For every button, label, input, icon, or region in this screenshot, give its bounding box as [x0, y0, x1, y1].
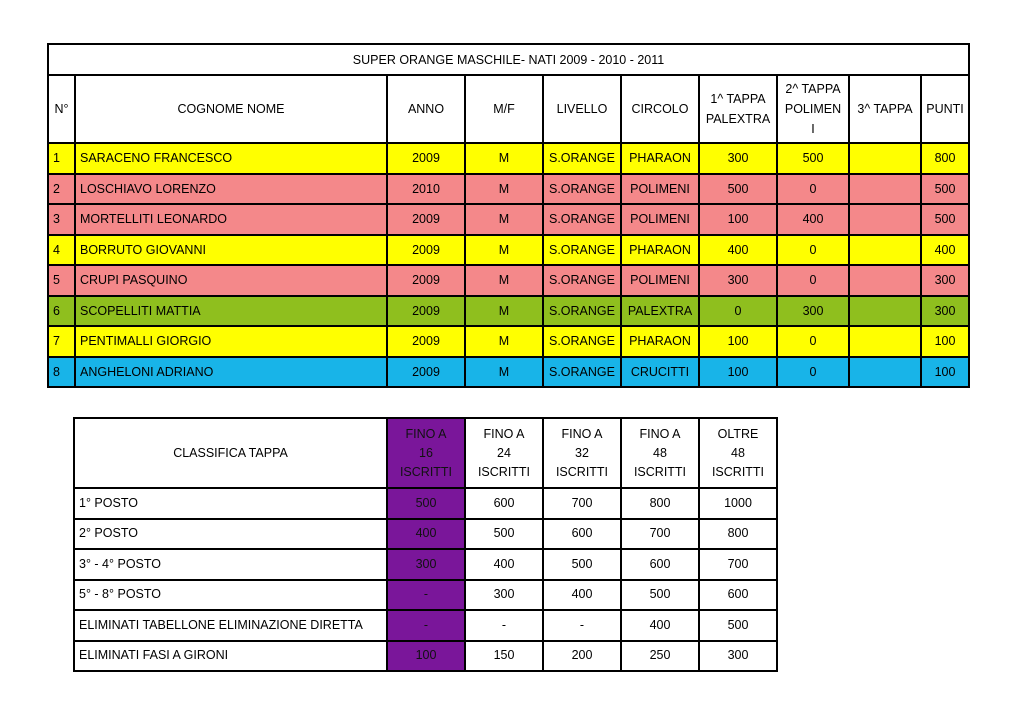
classifica-value: 700: [699, 549, 777, 580]
cell-name: SARACENO FRANCESCO: [75, 143, 387, 174]
cell-anno: 2009: [387, 143, 465, 174]
classifica-value: 300: [387, 549, 465, 580]
cell-t2: 0: [777, 357, 849, 388]
column-header-line: FINO A: [561, 426, 603, 441]
cell-mf: M: [465, 326, 543, 357]
classifica-row-label: 5° - 8° POSTO: [74, 580, 387, 611]
cell-name: ANGHELONI ADRIANO: [75, 357, 387, 388]
cell-t3: [849, 357, 921, 388]
cell-punti: 300: [921, 265, 969, 296]
cell-livello: S.ORANGE: [543, 174, 621, 205]
classifica-value: 600: [699, 580, 777, 611]
column-header-line: ISCRITTI: [711, 464, 765, 479]
header-tappa1-line: 1^ TAPPA: [710, 92, 766, 106]
cell-circolo: PALEXTRA: [621, 296, 699, 327]
classifica-column-header: [699, 418, 777, 488]
cell-livello: S.ORANGE: [543, 235, 621, 266]
classifica-value: 300: [465, 580, 543, 611]
cell-circolo: PHARAON: [621, 326, 699, 357]
cell-punti: 800: [921, 143, 969, 174]
cell-t2: 500: [777, 143, 849, 174]
classifica-column-header: [621, 418, 699, 488]
table-row: [48, 235, 969, 266]
cell-mf: M: [465, 235, 543, 266]
classifica-value: 400: [621, 610, 699, 641]
cell-circolo: CRUCITTI: [621, 357, 699, 388]
column-header-line: FINO A: [483, 426, 525, 441]
cell-n: 8: [48, 357, 75, 388]
column-header-line: ISCRITTI: [477, 464, 531, 479]
cell-t3: [849, 143, 921, 174]
cell-livello: S.ORANGE: [543, 357, 621, 388]
cell-t1: 400: [699, 235, 777, 266]
header-tappa2: [777, 75, 849, 143]
classifica-row-label: 1° POSTO: [74, 488, 387, 519]
cell-n: 4: [48, 235, 75, 266]
column-header-line: 32: [575, 445, 589, 460]
table-row: [48, 296, 969, 327]
cell-t1: 0: [699, 296, 777, 327]
header-tappa2-line: POLIMEN: [784, 102, 842, 116]
table-row: [48, 326, 969, 357]
cell-n: 3: [48, 204, 75, 235]
classifica-row-label: 3° - 4° POSTO: [74, 549, 387, 580]
cell-name: PENTIMALLI GIORGIO: [75, 326, 387, 357]
header-circolo: CIRCOLO: [621, 75, 699, 143]
cell-mf: M: [465, 265, 543, 296]
classifica-column-header: [387, 418, 465, 488]
header-punti: PUNTI: [921, 75, 969, 143]
classifica-value: 700: [543, 488, 621, 519]
classifica-title: CLASSIFICA TAPPA: [74, 418, 387, 488]
classifica-value: 150: [465, 641, 543, 672]
cell-t3: [849, 235, 921, 266]
classifica-row-label: ELIMINATI TABELLONE ELIMINAZIONE DIRETTA: [74, 610, 387, 641]
cell-name: MORTELLITI LEONARDO: [75, 204, 387, 235]
classifica-value: 250: [621, 641, 699, 672]
cell-anno: 2009: [387, 235, 465, 266]
column-header-line: 16: [419, 445, 433, 460]
cell-anno: 2009: [387, 326, 465, 357]
classifica-row-label: ELIMINATI FASI A GIRONI: [74, 641, 387, 672]
cell-n: 1: [48, 143, 75, 174]
cell-t3: [849, 204, 921, 235]
cell-name: LOSCHIAVO LORENZO: [75, 174, 387, 205]
table-row: [74, 610, 777, 641]
classifica-value: 500: [699, 610, 777, 641]
classifica-table: [73, 417, 778, 672]
cell-t3: [849, 265, 921, 296]
table-row: [48, 174, 969, 205]
classifica-value: 300: [699, 641, 777, 672]
cell-t2: 400: [777, 204, 849, 235]
table-row: [48, 265, 969, 296]
classifica-value: -: [465, 610, 543, 641]
cell-punti: 500: [921, 174, 969, 205]
cell-t3: [849, 296, 921, 327]
cell-n: 6: [48, 296, 75, 327]
cell-circolo: PHARAON: [621, 143, 699, 174]
classifica-value: 400: [387, 519, 465, 550]
classifica-value: -: [387, 580, 465, 611]
cell-anno: 2009: [387, 204, 465, 235]
cell-t1: 300: [699, 265, 777, 296]
classifica-value: 800: [621, 488, 699, 519]
classifica-value: 700: [621, 519, 699, 550]
cell-circolo: POLIMENI: [621, 265, 699, 296]
classifica-value: -: [387, 610, 465, 641]
cell-livello: S.ORANGE: [543, 265, 621, 296]
cell-anno: 2009: [387, 265, 465, 296]
classifica-value: -: [543, 610, 621, 641]
classifica-value: 500: [543, 549, 621, 580]
table-row: [48, 357, 969, 388]
cell-t1: 300: [699, 143, 777, 174]
table-row: [74, 549, 777, 580]
cell-name: BORRUTO GIOVANNI: [75, 235, 387, 266]
header-tappa1-line: PALEXTRA: [705, 112, 771, 126]
cell-punti: 100: [921, 357, 969, 388]
cell-livello: S.ORANGE: [543, 326, 621, 357]
column-header-line: 48: [653, 445, 667, 460]
classifica-column-header: [543, 418, 621, 488]
cell-punti: 400: [921, 235, 969, 266]
classifica-value: 1000: [699, 488, 777, 519]
cell-mf: M: [465, 296, 543, 327]
classifica-value: 600: [543, 519, 621, 550]
cell-anno: 2010: [387, 174, 465, 205]
ranking-title: SUPER ORANGE MASCHILE- NATI 2009 - 2010 - 2011: [48, 44, 969, 75]
column-header-line: FINO A: [639, 426, 681, 441]
classifica-value: 600: [621, 549, 699, 580]
cell-t2: 0: [777, 326, 849, 357]
header-n: N°: [48, 75, 75, 143]
cell-circolo: PHARAON: [621, 235, 699, 266]
classifica-value: 100: [387, 641, 465, 672]
cell-livello: S.ORANGE: [543, 204, 621, 235]
cell-t1: 100: [699, 357, 777, 388]
table-row: [74, 641, 777, 672]
cell-n: 2: [48, 174, 75, 205]
cell-livello: S.ORANGE: [543, 296, 621, 327]
classifica-column-header: [465, 418, 543, 488]
cell-t3: [849, 326, 921, 357]
cell-n: 7: [48, 326, 75, 357]
ranking-table: [47, 43, 970, 388]
cell-anno: 2009: [387, 296, 465, 327]
classifica-value: 600: [465, 488, 543, 519]
column-header-line: ISCRITTI: [633, 464, 687, 479]
classifica-value: 500: [387, 488, 465, 519]
table-row: [48, 143, 969, 174]
cell-t1: 500: [699, 174, 777, 205]
column-header-line: ISCRITTI: [555, 464, 609, 479]
header-tappa2-line: 2^ TAPPA: [785, 82, 841, 96]
cell-mf: M: [465, 174, 543, 205]
cell-t2: 0: [777, 265, 849, 296]
header-name: COGNOME NOME: [75, 75, 387, 143]
cell-t2: 0: [777, 174, 849, 205]
table-row: [74, 488, 777, 519]
column-header-line: 24: [497, 445, 511, 460]
header-anno: ANNO: [387, 75, 465, 143]
cell-punti: 300: [921, 296, 969, 327]
cell-mf: M: [465, 357, 543, 388]
cell-anno: 2009: [387, 357, 465, 388]
cell-punti: 500: [921, 204, 969, 235]
header-tappa3: 3^ TAPPA: [849, 75, 921, 143]
column-header-line: FINO A: [405, 426, 447, 441]
cell-n: 5: [48, 265, 75, 296]
table-row: [74, 580, 777, 611]
cell-mf: M: [465, 143, 543, 174]
cell-t2: 0: [777, 235, 849, 266]
cell-circolo: POLIMENI: [621, 174, 699, 205]
classifica-value: 800: [699, 519, 777, 550]
header-tappa2-line: I: [811, 122, 815, 136]
table-row: [74, 519, 777, 550]
cell-t1: 100: [699, 326, 777, 357]
cell-t2: 300: [777, 296, 849, 327]
classifica-value: 400: [465, 549, 543, 580]
classifica-row-label: 2° POSTO: [74, 519, 387, 550]
cell-t1: 100: [699, 204, 777, 235]
column-header-line: ISCRITTI: [399, 464, 453, 479]
cell-name: SCOPELLITI MATTIA: [75, 296, 387, 327]
cell-name: CRUPI PASQUINO: [75, 265, 387, 296]
classifica-value: 500: [621, 580, 699, 611]
header-tappa1: [699, 75, 777, 143]
cell-punti: 100: [921, 326, 969, 357]
classifica-value: 500: [465, 519, 543, 550]
table-row: [48, 204, 969, 235]
header-livello: LIVELLO: [543, 75, 621, 143]
classifica-value: 400: [543, 580, 621, 611]
column-header-line: 48: [731, 445, 745, 460]
header-mf: M/F: [465, 75, 543, 143]
classifica-value: 200: [543, 641, 621, 672]
cell-livello: S.ORANGE: [543, 143, 621, 174]
cell-circolo: POLIMENI: [621, 204, 699, 235]
cell-t3: [849, 174, 921, 205]
cell-mf: M: [465, 204, 543, 235]
column-header-line: OLTRE: [717, 426, 759, 441]
